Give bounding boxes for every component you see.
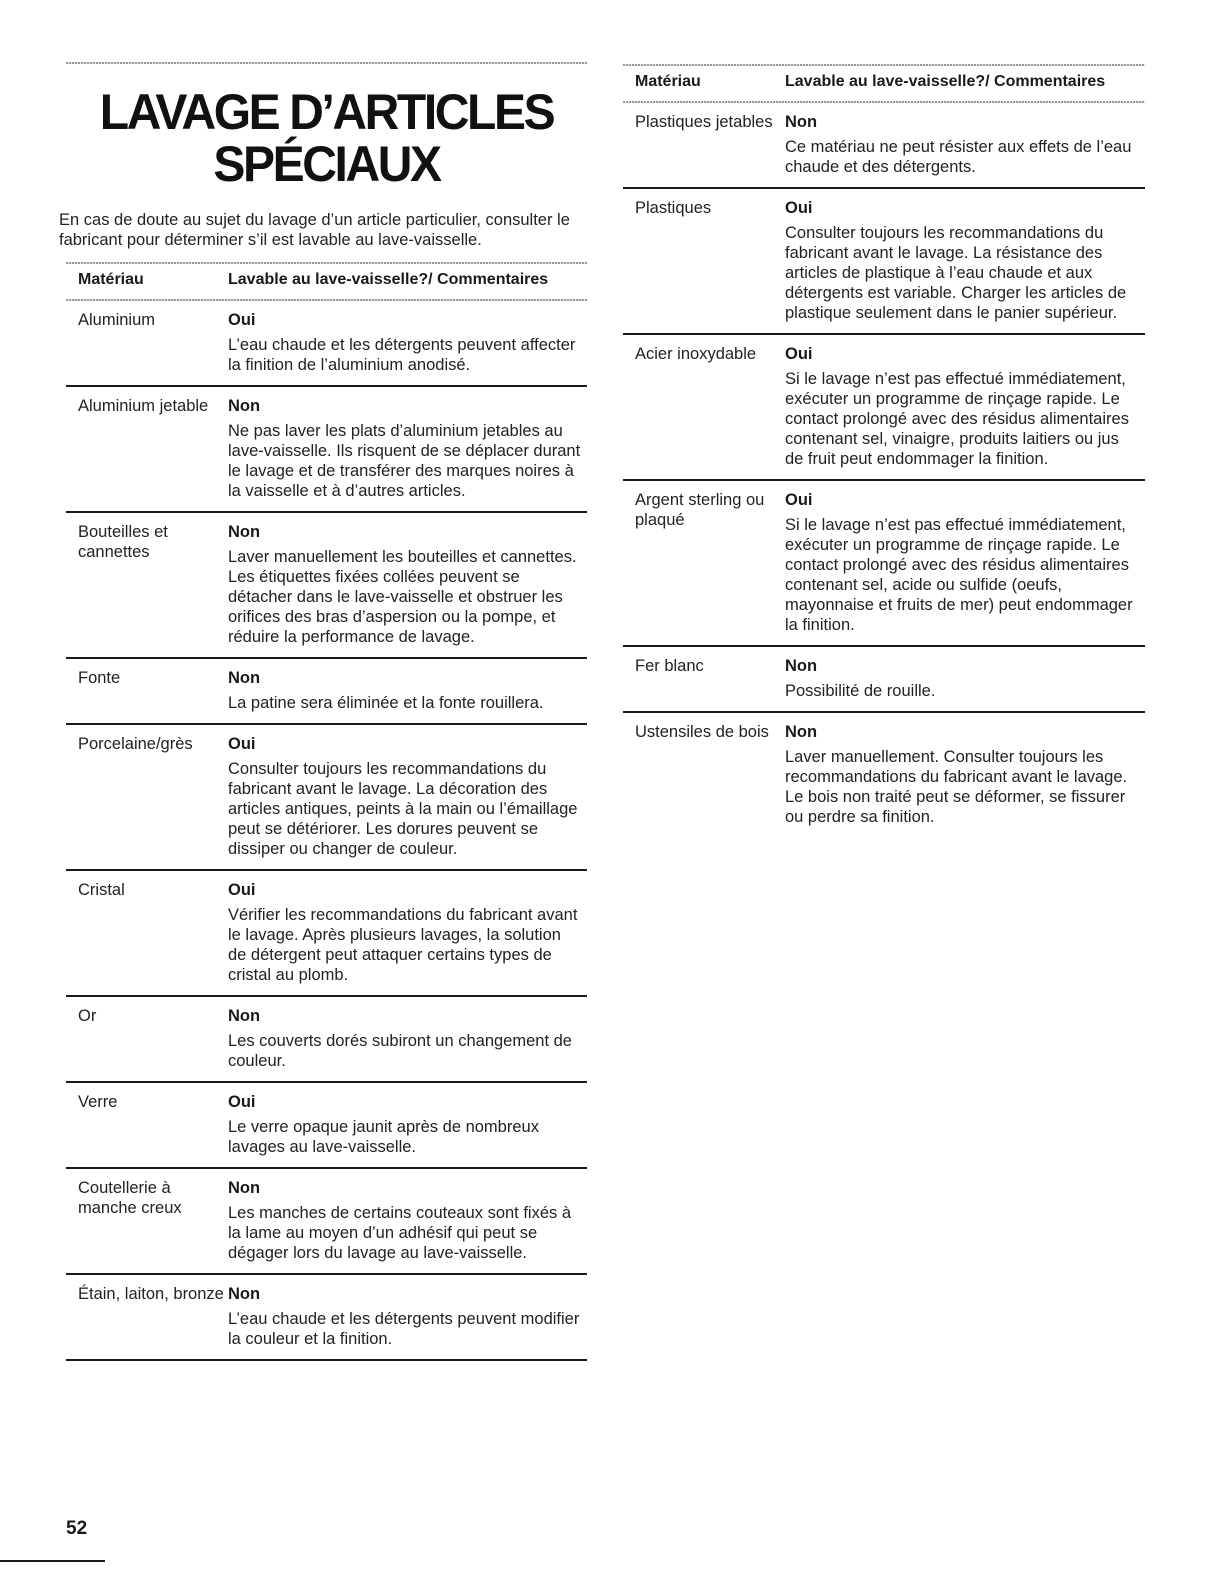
table-row	[66, 387, 587, 513]
table-row	[623, 103, 1145, 189]
comment-text: Le verre opaque jaunit après de nombreux lavages au lave-vaisselle.	[228, 1118, 539, 1156]
material-cell: Argent sterling ou plaqué	[635, 491, 765, 529]
table-row	[66, 301, 587, 387]
table-row	[66, 871, 587, 997]
comment-cell	[228, 1178, 587, 1263]
comment-cell	[228, 1092, 587, 1157]
header-comments: Lavable au lave-vaisselle?/ Commentaires	[228, 271, 549, 288]
material-cell: Fer blanc	[635, 657, 704, 675]
dishwasher-safe-status: Non	[785, 723, 818, 741]
dishwasher-safe-status: Non	[228, 669, 261, 687]
comment-cell	[785, 344, 1145, 469]
table-header	[66, 260, 587, 301]
material-cell: Coutellerie à manche creux	[78, 1179, 182, 1217]
table-row	[66, 659, 587, 725]
table-row	[66, 725, 587, 871]
comment-cell	[228, 1006, 587, 1071]
header-material: Matériau	[635, 73, 701, 90]
dishwasher-safe-status: Non	[228, 1179, 261, 1197]
left-column	[59, 62, 587, 1361]
table-row	[66, 1275, 587, 1361]
right-column	[623, 62, 1145, 837]
material-cell: Or	[78, 1007, 97, 1025]
material-cell: Verre	[78, 1093, 118, 1111]
comment-cell	[785, 112, 1145, 177]
comment-text: Ne pas laver les plats d’aluminium jetables au lave-vaisselle. Ils risquent de se déplacer durant le lavage et de transférer des marques noires à la vaisselle et à d’autres articles.	[228, 422, 581, 500]
comment-cell	[785, 656, 1145, 701]
dishwasher-safe-status: Non	[228, 1007, 261, 1025]
page-number: 52	[66, 1518, 88, 1539]
dishwasher-safe-status: Oui	[228, 881, 256, 899]
comment-text: Vérifier les recommandations du fabricant avant le lavage. Après plusieurs lavages, la solution de détergent peut attaquer certains types de cristal au plomb.	[228, 906, 578, 984]
comment-text: Les manches de certains couteaux sont fixés à la lame au moyen d’un adhésif qui peut se dégager lors du lavage au lave-vaisselle.	[228, 1204, 572, 1262]
table-row	[623, 189, 1145, 335]
dishwasher-safe-status: Non	[228, 397, 261, 415]
comment-cell	[785, 198, 1145, 323]
dishwasher-safe-status: Oui	[228, 735, 256, 753]
title-line-1: LAVAGE D’ARTICLES	[99, 84, 554, 140]
comment-text: Consulter toujours les recommandations du fabricant avant le lavage. La résistance des articles de plastique à l’eau chaude et aux détergents est variable. Charger les articles de plastique seulement dans le panier supérieur.	[785, 224, 1127, 322]
top-dotted-rule	[66, 62, 587, 64]
comment-text: Si le lavage n’est pas effectué immédiatement, exécuter un programme de rinçage rapide. Le contact prolongé avec des résidus alimentaires contenant sel, vinaigre, produits laitiers ou jus de fruit peut endommager la finition.	[785, 370, 1129, 468]
comment-text: Si le lavage n’est pas effectué immédiatement, exécuter un programme de rinçage rapide. Le contact prolongé avec des résidus alimentaires contenant sel, acide ou sulfide (oeufs, mayonnaise et fruits de mer) peut endommager la finition.	[785, 516, 1133, 634]
dishwasher-safe-status: Non	[228, 523, 261, 541]
material-cell: Aluminium	[78, 311, 156, 329]
table-row	[623, 335, 1145, 481]
material-cell: Cristal	[78, 881, 125, 899]
comment-text: Consulter toujours les recommandations du fabricant avant le lavage. La décoration des articles antiques, peints à la main ou l’émaillage peut se détériorer. Les dorures peuvent se dissiper ou changer de couleur.	[228, 760, 578, 858]
left-table-body	[66, 301, 587, 1361]
comment-text: Possibilité de rouille.	[785, 682, 936, 700]
dishwasher-safe-status: Oui	[785, 491, 813, 509]
comment-text: Laver manuellement les bouteilles et cannettes. Les étiquettes fixées collées peuvent se détacher dans le lave-vaisselle et obstruer les orifices des bras d’aspersion ou la pompe, et réduire la performance de lavage.	[228, 548, 577, 646]
title-line-2: SPÉCIAUX	[213, 136, 440, 192]
material-cell: Plastiques	[635, 199, 712, 217]
right-table-body	[623, 103, 1145, 837]
material-cell: Acier inoxydable	[635, 345, 757, 363]
footer-rule	[0, 1560, 105, 1562]
comment-cell	[228, 1284, 587, 1349]
comment-cell	[785, 722, 1145, 827]
table-row	[66, 513, 587, 659]
comment-cell	[785, 490, 1145, 635]
comment-text: La patine sera éliminée et la fonte rouillera.	[228, 694, 544, 712]
comment-cell	[228, 668, 587, 713]
table-row	[623, 481, 1145, 647]
table-row	[623, 713, 1145, 837]
dishwasher-safe-status: Non	[785, 657, 818, 675]
material-cell: Aluminium jetable	[78, 397, 209, 415]
comment-cell	[228, 880, 587, 985]
header-material: Matériau	[78, 271, 144, 288]
comment-text: Laver manuellement. Consulter toujours les recommandations du fabricant avant le lavage. Le bois non traité peut se déformer, se fissurer ou perdre sa finition.	[785, 748, 1128, 826]
header-comments: Lavable au lave-vaisselle?/ Commentaires	[785, 73, 1106, 90]
material-cell: Porcelaine/grès	[78, 735, 193, 753]
comment-cell	[228, 396, 587, 501]
material-cell: Fonte	[78, 669, 121, 687]
material-cell: Bouteilles et cannettes	[78, 523, 168, 561]
dishwasher-safe-status: Oui	[228, 1093, 256, 1111]
comment-text: Ce matériau ne peut résister aux effets de l’eau chaude et des détergents.	[785, 138, 1132, 176]
table-row	[66, 997, 587, 1083]
material-cell: Ustensiles de bois	[635, 723, 769, 741]
dishwasher-safe-status: Non	[785, 113, 818, 131]
comment-text: L’eau chaude et les détergents peuvent affecter la finition de l’aluminium anodisé.	[228, 336, 576, 374]
comment-cell	[228, 310, 587, 375]
intro-paragraph: En cas de doute au sujet du lavage d’un article particulier, consulter le fabricant pour déterminer s’il est lavable au lave-vaisselle.	[59, 211, 570, 249]
comment-text: L’eau chaude et les détergents peuvent modifier la couleur et la finition.	[228, 1310, 580, 1348]
table-header-right	[623, 62, 1145, 103]
dishwasher-safe-status: Oui	[785, 199, 813, 217]
material-cell: Plastiques jetables	[635, 113, 773, 131]
dishwasher-safe-status: Oui	[228, 311, 256, 329]
comment-cell	[228, 522, 587, 647]
table-row	[623, 647, 1145, 713]
dishwasher-safe-status: Oui	[785, 345, 813, 363]
material-cell: Étain, laiton, bronze	[78, 1285, 224, 1303]
page-title	[76, 86, 576, 190]
table-row	[66, 1083, 587, 1169]
comment-cell	[228, 734, 587, 859]
comment-text: Les couverts dorés subiront un changement de couleur.	[228, 1032, 572, 1070]
dishwasher-safe-status: Non	[228, 1285, 261, 1303]
table-row	[66, 1169, 587, 1275]
